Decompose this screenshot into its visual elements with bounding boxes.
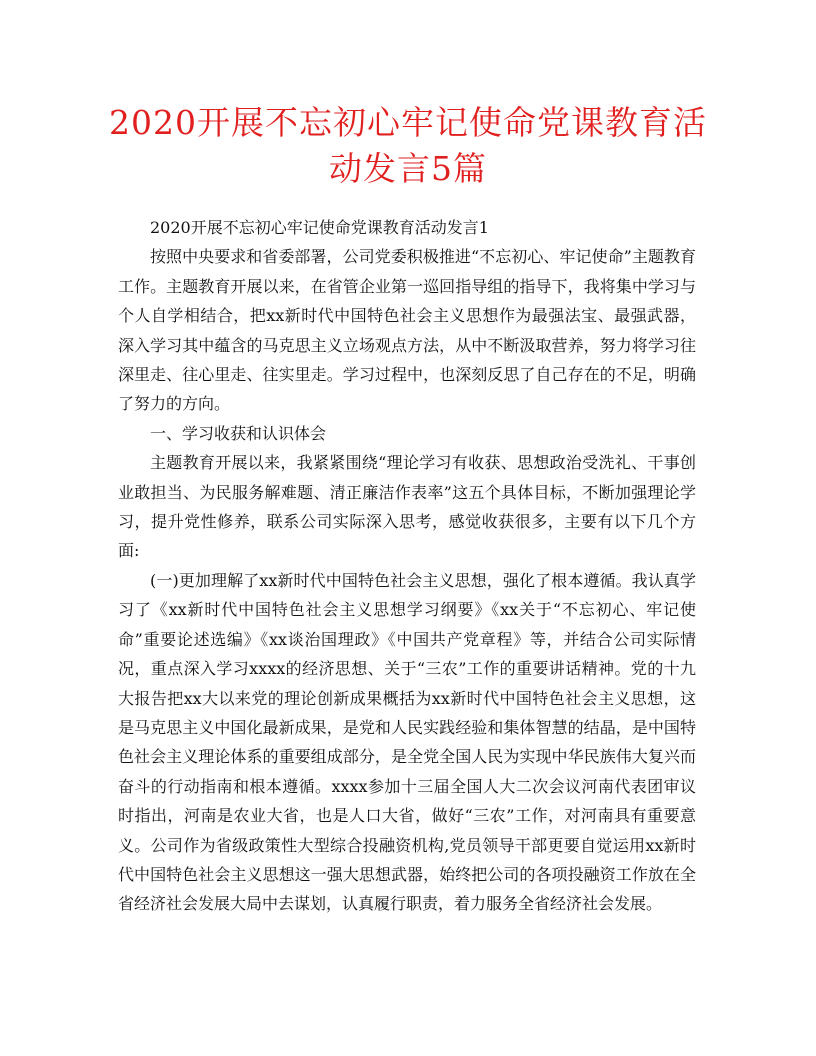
title-line-2: 动发言5篇 xyxy=(329,149,487,188)
title-line-1: 2020开展不忘初心牢记使命党课教育活 xyxy=(109,103,707,142)
document-body xyxy=(118,213,696,919)
subsection-heading: 一、学习收获和认识体会 xyxy=(150,423,327,443)
document-title xyxy=(60,100,756,192)
paragraph: 按照中央要求和省委部署，公司党委积极推进“不忘初心、牢记使命”主题教育工作。主题教育开展以来，在省管企业第一巡回指导组的指导下，我将集中学习与个人自学相结合，把xx新时代中国特色社会主义思想作为最强法宝、最强武器，深入学习其中蕴含的马克思主义立场观点方法，从中不断汲取营养，努力将学习往深里走、往心里走、往实里走。学习过程中，也深刻反思了自己存在的不足，明确了努力的方向。 xyxy=(118,247,696,414)
paragraph: 主题教育开展以来，我紧紧围绕“理论学习有收获、思想政治受洗礼、干事创业敢担当、为民服务解难题、清正廉洁作表率”这五个具体目标，不断加强理论学习，提升党性修养，联系公司实际深入思考，感觉收获很多，主要有以下几个方面: xyxy=(118,453,696,561)
section-heading: 2020开展不忘初心牢记使命党课教育活动发言1 xyxy=(150,218,489,237)
paragraph: (一)更加理解了xx新时代中国特色社会主义思想，强化了根本遵循。我认真学习了《xx新时代中国特色社会主义思想学习纲要》《xx关于“不忘初心、牢记使命”重要论述选编》《xx谈治国理政》《中国共产党章程》等，并结合公司实际情况，重点深入学习xxxx的经济思想、关于“三农”工作的重要讲话精神。党的十九大报告把xx大以来党的理论创新成果概括为xx新时代中国特色社会主义思想，这是马克思主义中国化最新成果，是党和人民实践经验和集体智慧的结晶，是中国特色社会主义理论体系的重要组成部分，是全党全国人民为实现中华民族伟大复兴而奋斗的行动指南和根本遵循。xxxx参加十三届全国人大二次会议河南代表团审议时指出，河南是农业大省，也是人口大省，做好“三农”工作，对河南具有重要意义。公司作为省级政策性大型综合投融资机构,党员领导干部更要自觉运用xx新时代中国特色社会主义思想这一强大思想武器，始终把公司的各项投融资工作放在全省经济社会发展大局中去谋划，认真履行职责，着力服务全省经济社会发展。 xyxy=(118,570,696,914)
